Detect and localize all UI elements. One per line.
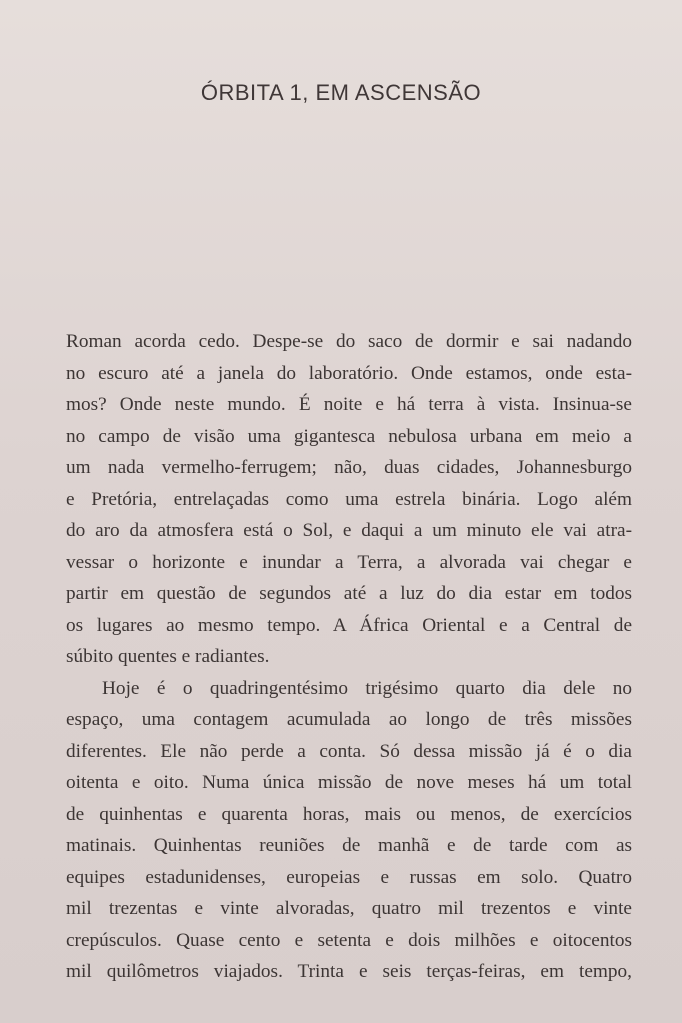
text-line: mil quilômetros viajados. Trinta e seis terças-feiras, em tempo,: [66, 961, 632, 982]
text-line: os lugares ao mesmo tempo. A África Oriental e a Central de: [66, 614, 632, 636]
text-line: partir em questão de segundos até a luz do dia estar em todos: [66, 583, 632, 604]
text-line: diferentes. Ele não perde a conta. Só dessa missão já é o dia: [66, 740, 632, 762]
text-line: súbito quentes e radiantes.: [66, 646, 270, 667]
paragraph-2: [66, 673, 632, 988]
text-line: Hoje é o quadringentésimo trigésimo quarto dia dele no: [102, 677, 632, 699]
body-text: [66, 326, 632, 988]
text-line: equipes estadunidenses, europeias e russas em solo. Quatro: [66, 866, 632, 888]
chapter-title: ÓRBITA 1, EM ASCENSÃO: [200, 80, 482, 105]
text-line: mos? Onde neste mundo. É noite e há terra à vista. Insinua-se: [66, 394, 632, 415]
paragraph-1: [66, 326, 632, 673]
text-line: matinais. Quinhentas reuniões de manhã e de tarde com as: [66, 835, 632, 856]
text-line: Roman acorda cedo. Despe-se do saco de dormir e sai nadando: [66, 331, 632, 352]
text-line: vessar o horizonte e inundar a Terra, a alvorada vai chegar e: [66, 551, 632, 573]
text-line: crepúsculos. Quase cento e setenta e dois milhões e oitocentos: [66, 929, 632, 951]
text-line: espaço, uma contagem acumulada ao longo de três missões: [66, 709, 632, 730]
text-line: no campo de visão uma gigantesca nebulosa urbana em meio a: [66, 425, 632, 447]
text-line: e Pretória, entrelaçadas como uma estrela binária. Logo além: [66, 488, 632, 510]
text-line: mil trezentas e vinte alvoradas, quatro mil trezentos e vinte: [66, 898, 632, 919]
text-line: oitenta e oito. Numa única missão de nove meses há um total: [66, 772, 632, 793]
text-line: do aro da atmosfera está o Sol, e daqui a um minuto ele vai atra-: [66, 520, 632, 541]
text-line: de quinhentas e quarenta horas, mais ou menos, de exercícios: [66, 803, 632, 825]
text-line: um nada vermelho-ferrugem; não, duas cidades, Johannesburgo: [66, 457, 632, 478]
text-line: no escuro até a janela do laboratório. Onde estamos, onde esta-: [66, 362, 632, 384]
